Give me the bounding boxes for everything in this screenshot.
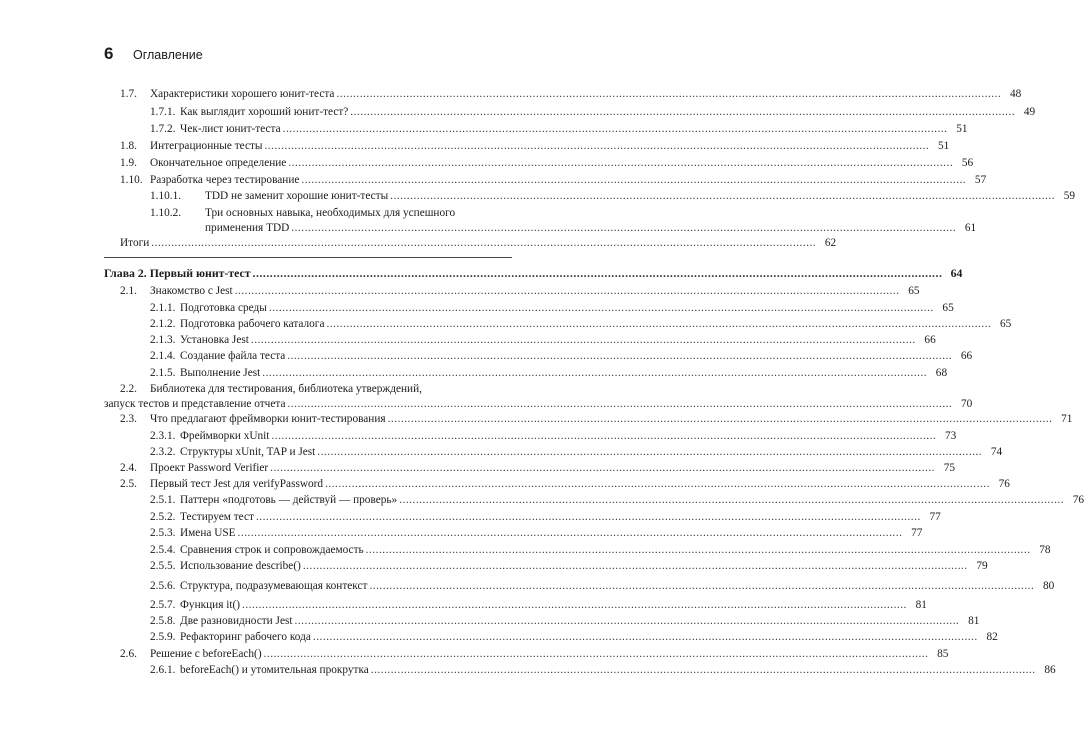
toc-entry-number: 2.6.1. xyxy=(150,664,176,676)
toc-entry-number: 1.7.1. xyxy=(150,106,176,118)
toc-entry-title: Решение с beforeEach() xyxy=(150,648,262,660)
dot-leader: ........................................................................................................................................................................................................ xyxy=(326,318,992,330)
dot-leader: ........................................................................................................................................................................................................ xyxy=(294,615,960,627)
toc-entry-number: 2.5.5. xyxy=(150,560,176,572)
toc-entry-title: Установка Jest xyxy=(180,334,249,346)
toc-page-number: 68 xyxy=(935,367,948,379)
dot-leader: ........................................................................................................................................................................................................ xyxy=(287,350,953,362)
toc-entry-title: Подготовка среды xyxy=(180,302,267,314)
toc-entry-title: Фреймворки xUnit xyxy=(180,430,270,442)
dot-leader: ........................................................................................................................................................................................................ xyxy=(268,302,934,314)
toc-entry-number: 2.3. xyxy=(120,413,137,425)
toc-entry-number: 1.7.2. xyxy=(150,123,176,135)
toc-entry-title: Тестируем тест xyxy=(180,511,254,523)
toc-page-number: 62 xyxy=(824,237,837,249)
dot-leader: ........................................................................................................................................................................................................ xyxy=(291,222,957,234)
toc-page-number: 77 xyxy=(911,527,923,539)
toc-entry-title: Создание файла теста xyxy=(180,350,286,362)
toc-page-number: 81 xyxy=(915,599,927,611)
toc-entry-title: Структура, подразумевающая контекст xyxy=(180,580,368,592)
toc-entry-title: Что предлагают фреймворки юнит-тестирования xyxy=(150,413,386,425)
dot-leader: ........................................................................................................................................................................................................ xyxy=(387,413,1053,425)
toc-entry-number: 2.5.1. xyxy=(150,494,176,506)
dot-leader: ........................................................................................................................................................................................................ xyxy=(264,140,930,152)
page-number: 6 xyxy=(104,44,114,63)
dot-leader: ........................................................................................................................................................................................................ xyxy=(252,266,943,280)
toc-entry-title: запуск тестов и представление отчета xyxy=(104,398,286,410)
toc-entry-title: Чек-лист юнит-теста xyxy=(180,123,281,135)
toc-entry-number: 2.6. xyxy=(120,648,137,660)
toc-entry-title: Знакомство с Jest xyxy=(150,285,233,297)
toc-entry-number: 2.5.6. xyxy=(150,580,176,592)
toc-page-number: 77 xyxy=(929,511,941,523)
toc-page-number: 85 xyxy=(937,648,949,660)
toc-entry-number: 2.3.1. xyxy=(150,430,176,442)
toc-entry-title: Характеристики хорошего юнит-теста xyxy=(150,88,335,100)
dot-leader: ........................................................................................................................................................................................................ xyxy=(370,664,1036,676)
dot-leader: ........................................................................................................................................................................................................ xyxy=(271,430,937,442)
toc-entry-title: Глава 2. Первый юнит-тест xyxy=(104,266,251,280)
toc-entry-title: Две разновидности Jest xyxy=(180,615,293,627)
toc-page-number: 75 xyxy=(943,462,955,474)
dot-leader: ........................................................................................................................................................................................................ xyxy=(312,631,978,643)
toc-page-number: 86 xyxy=(1044,664,1056,676)
dot-leader: ........................................................................................................................................................................................................ xyxy=(390,190,1056,202)
toc-page-number: 65 xyxy=(1000,318,1012,330)
toc-entry-title: TDD не заменит хорошие юнит-тесты xyxy=(205,190,389,202)
toc-entry-number: 2.5.9. xyxy=(150,631,176,643)
toc-entry-title: beforeEach() и утомительная прокрутка xyxy=(180,664,369,676)
toc-entry-number: 2.2. xyxy=(120,383,137,395)
dot-leader: ........................................................................................................................................................................................................ xyxy=(336,88,1002,100)
toc-page-number: 59 xyxy=(1063,190,1076,202)
dot-leader: ........................................................................................................................................................................................................ xyxy=(234,285,900,297)
running-title: Оглавление xyxy=(133,48,203,62)
dot-leader: ........................................................................................................................................................................................................ xyxy=(151,237,817,249)
toc-page-number: 76 xyxy=(1072,494,1084,506)
toc-entry-title: Разработка через тестирование xyxy=(150,174,300,186)
toc-page-number: 66 xyxy=(924,334,936,346)
toc-entry-number: 1.10.1. xyxy=(150,190,182,202)
dot-leader: ........................................................................................................................................................................................................ xyxy=(242,599,907,611)
toc-entry-number: 1.7. xyxy=(120,88,137,100)
toc-entry-title: Интеграционные тесты xyxy=(150,140,263,152)
toc-entry-number: 1.8. xyxy=(120,140,137,152)
toc-entry-title: Окончательное определение xyxy=(150,157,287,169)
toc-entry-title: Имена USE xyxy=(180,527,236,539)
toc-page-number: 71 xyxy=(1061,413,1073,425)
dot-leader: ........................................................................................................................................................................................................ xyxy=(325,478,990,490)
section-divider xyxy=(104,257,512,258)
toc-entry-number: 2.1.3. xyxy=(150,334,176,346)
dot-leader: ........................................................................................................................................................................................................ xyxy=(301,174,967,186)
toc-entry-title: Выполнение Jest xyxy=(180,367,261,379)
dot-leader: ........................................................................................................................................................................................................ xyxy=(365,544,1031,556)
toc-page-number: 74 xyxy=(990,446,1003,458)
toc-page-number: 79 xyxy=(976,560,988,572)
toc-page-number: 78 xyxy=(1039,544,1051,556)
toc-page-number: 49 xyxy=(1023,106,1036,118)
toc-entry-number: 2.5.2. xyxy=(150,511,176,523)
toc-page-number: 51 xyxy=(938,140,950,152)
toc-entry-title: Сравнения строк и сопровождаемость xyxy=(180,544,364,556)
toc-entry-number: 2.5. xyxy=(120,478,137,490)
toc-entry-number: 2.1.1. xyxy=(150,302,176,314)
toc-entry-number: 1.10.2. xyxy=(150,207,182,219)
toc-page-number: 81 xyxy=(968,615,980,627)
dot-leader: ........................................................................................................................................................................................................ xyxy=(288,157,954,169)
dot-leader: ........................................................................................................................................................................................................ xyxy=(317,446,983,458)
toc-page-number: 57 xyxy=(974,174,987,186)
toc-entry-title: Функция it() xyxy=(180,599,241,611)
toc-page-number: 65 xyxy=(942,302,954,314)
dot-leader: ........................................................................................................................................................................................................ xyxy=(287,398,953,410)
toc-entry-title: Рефакторинг рабочего кода xyxy=(180,631,311,643)
toc-page-number: 64 xyxy=(950,266,963,280)
toc-entry-title: Использование describe() xyxy=(180,560,301,572)
toc-entry-title: Как выглядит хороший юнит-тест? xyxy=(180,106,349,118)
dot-leader: ........................................................................................................................................................................................................ xyxy=(282,123,948,135)
toc-entry-number: 2.5.7. xyxy=(150,599,176,611)
toc-entry-number: 2.4. xyxy=(120,462,137,474)
toc-entry-title: Паттерн «подготовь — действуй — проверь» xyxy=(180,494,398,506)
toc-entry-number: 2.3.2. xyxy=(150,446,176,458)
toc-page-number: 65 xyxy=(908,285,920,297)
toc-page-number: 48 xyxy=(1010,88,1022,100)
dot-leader: ........................................................................................................................................................................................................ xyxy=(262,367,928,379)
toc-page-number: 51 xyxy=(956,123,968,135)
dot-leader: ........................................................................................................................................................................................................ xyxy=(399,494,1065,506)
toc-entry-title: Проект Password Verifier xyxy=(150,462,269,474)
toc-entry-number: 1.10. xyxy=(120,174,143,186)
dot-leader: ........................................................................................................................................................................................................ xyxy=(270,462,935,474)
toc-page-number: 76 xyxy=(998,478,1010,490)
toc-page-number: 73 xyxy=(944,430,957,442)
toc-page-number: 61 xyxy=(964,222,977,234)
toc-entry-number: 2.5.3. xyxy=(150,527,176,539)
toc-entry-title: Подготовка рабочего каталога xyxy=(180,318,325,330)
toc-entry-number: 2.5.4. xyxy=(150,544,176,556)
toc-entry-number: 1.9. xyxy=(120,157,137,169)
toc-entry-title: Итоги xyxy=(120,237,150,249)
dot-leader: ........................................................................................................................................................................................................ xyxy=(255,511,921,523)
dot-leader: ........................................................................................................................................................................................................ xyxy=(250,334,916,346)
toc-page-number: 66 xyxy=(960,350,973,362)
toc-page-number: 80 xyxy=(1043,580,1055,592)
toc-entry-number: 2.5.8. xyxy=(150,615,176,627)
toc-entry-title: Первый тест Jest для verifyPassword xyxy=(150,478,324,490)
toc-page-number: 82 xyxy=(986,631,998,643)
toc-entry-number: 2.1.5. xyxy=(150,367,176,379)
toc-page-number: 70 xyxy=(961,398,973,410)
toc-entry-title-line1: Библиотека для тестирования, библиотека утверждений, xyxy=(150,383,422,395)
dot-leader: ........................................................................................................................................................................................................ xyxy=(263,648,929,660)
dot-leader: ........................................................................................................................................................................................................ xyxy=(369,580,1035,592)
dot-leader: ........................................................................................................................................................................................................ xyxy=(350,106,1016,118)
toc-entry-title-line1: Три основных навыка, необходимых для успешного xyxy=(205,207,456,219)
toc-entry-number: 2.1.4. xyxy=(150,350,176,362)
toc-entry-number: 2.1. xyxy=(120,285,137,297)
toc-entry-title: применения TDD xyxy=(205,222,290,234)
toc-page-number: 56 xyxy=(961,157,974,169)
dot-leader: ........................................................................................................................................................................................................ xyxy=(302,560,968,572)
toc-entry-title: Структуры xUnit, TAP и Jest xyxy=(180,446,316,458)
toc-entry-number: 2.1.2. xyxy=(150,318,176,330)
dot-leader: ........................................................................................................................................................................................................ xyxy=(237,527,903,539)
